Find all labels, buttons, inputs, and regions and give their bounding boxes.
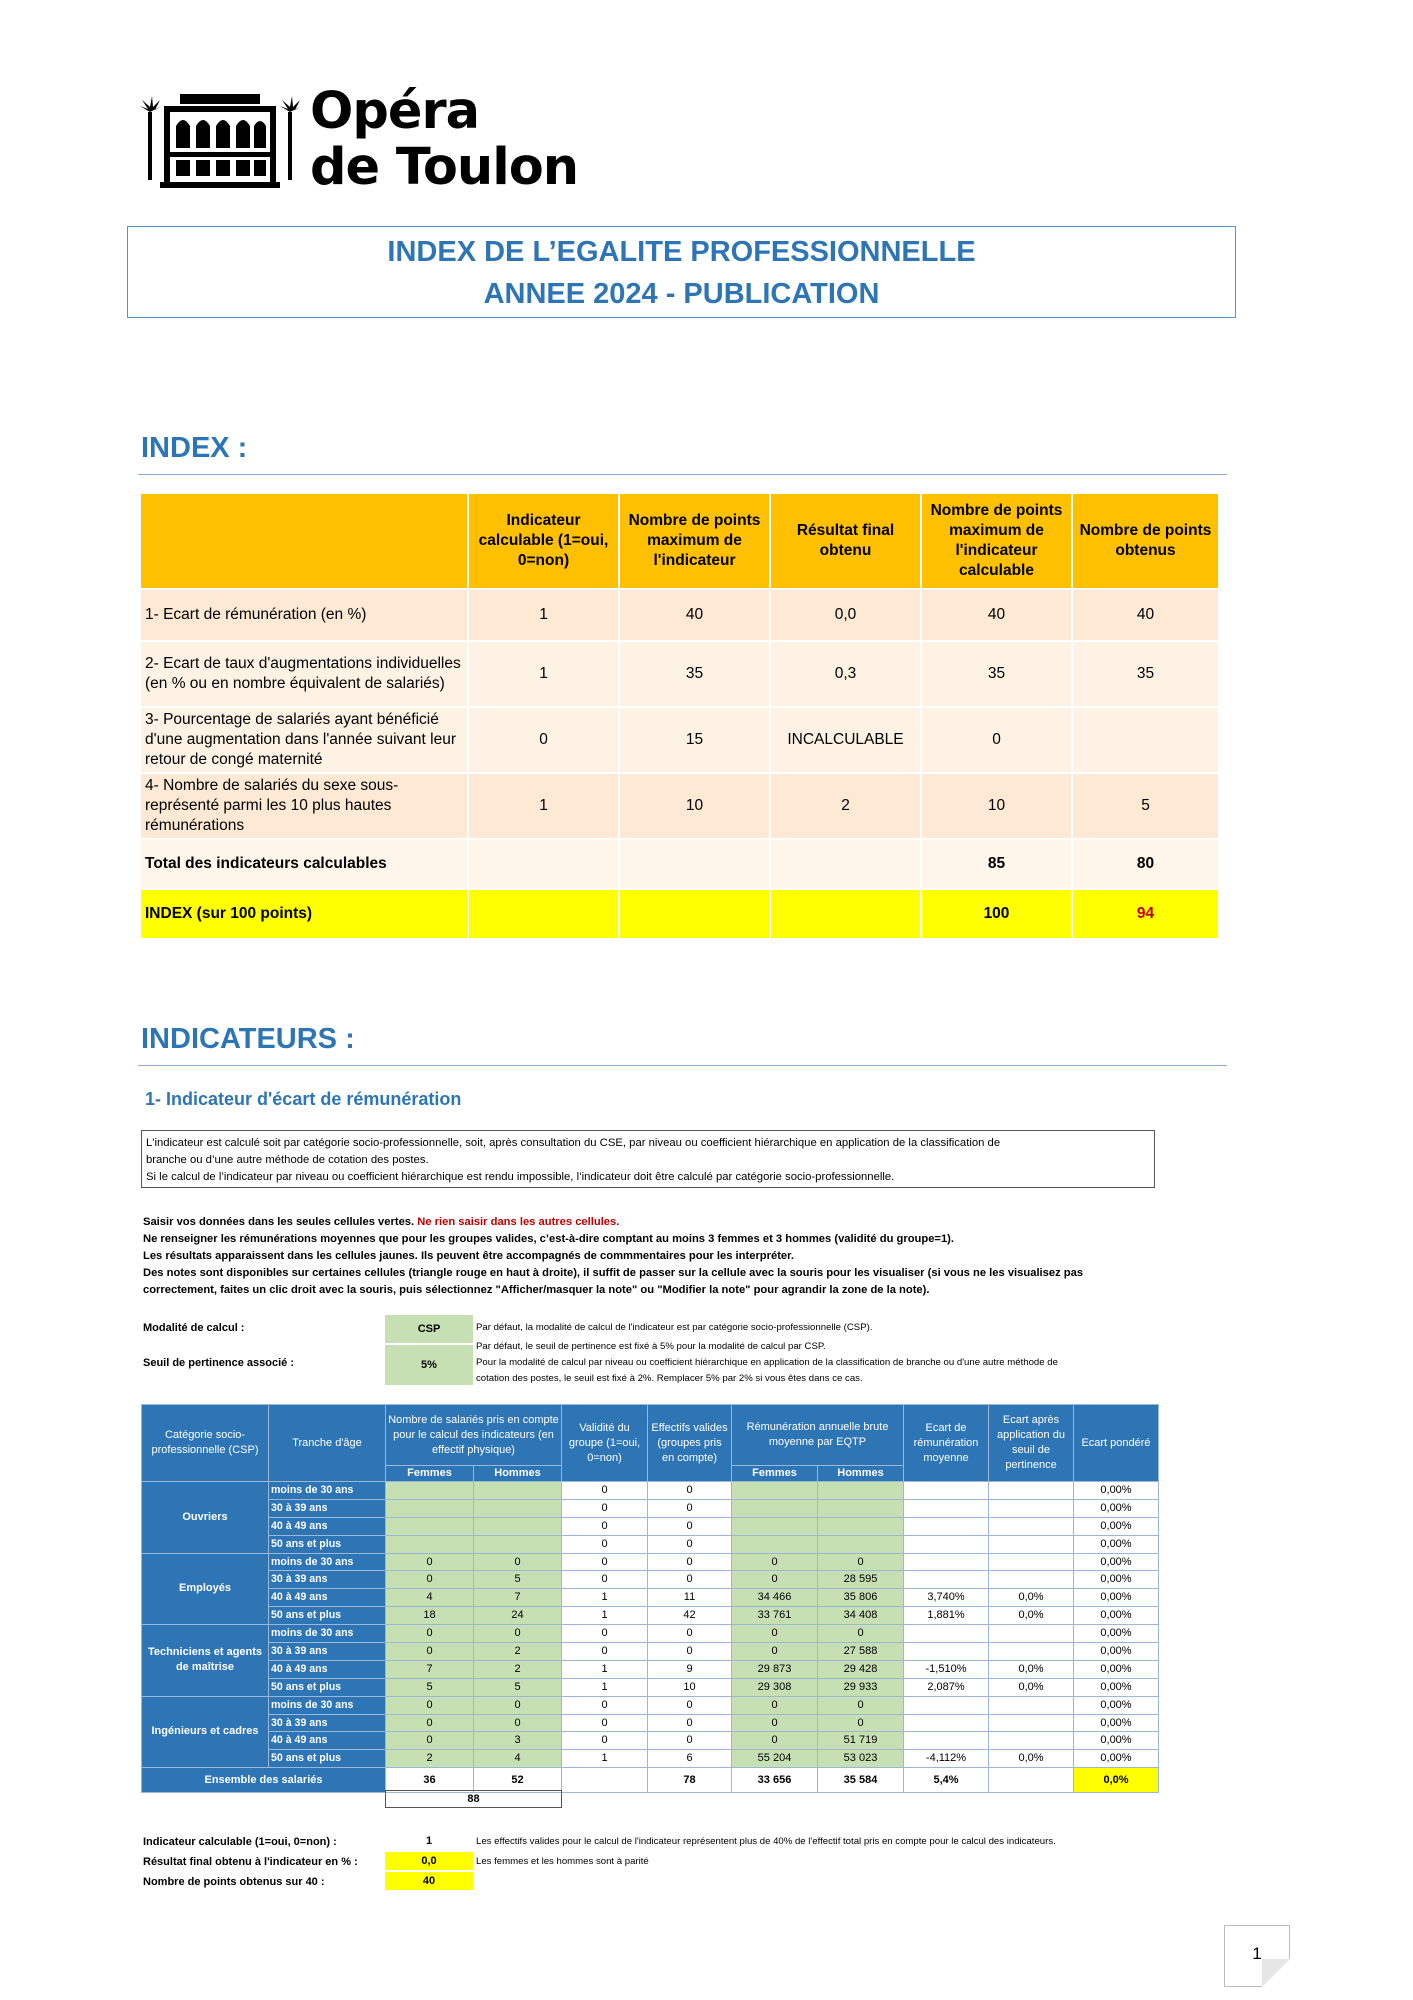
ecart-cell: 3,740%: [904, 1589, 989, 1607]
ecart-seuil-cell: [989, 1571, 1074, 1589]
index-row-points: 35: [1073, 642, 1220, 708]
remu-femmes-input[interactable]: 0: [732, 1732, 818, 1750]
effectifs-cell: 0: [648, 1696, 732, 1714]
remu-femmes-input[interactable]: 0: [732, 1571, 818, 1589]
remu-femmes-input[interactable]: 55 204: [732, 1750, 818, 1768]
nb-hommes-input[interactable]: 0: [474, 1625, 562, 1643]
index-row-calc: 0: [469, 708, 620, 774]
instruction-line: Des notes sont disponibles sur certaines cellules (triangle rouge en haut à droite), il suffit de passer sur la cellule avec la souris pour les visualiser (si vous ne les visualisez pas: [143, 1267, 1084, 1279]
remu-hommes-input[interactable]: [818, 1482, 904, 1500]
ecart-seuil-cell: 0,0%: [989, 1589, 1074, 1607]
validite-cell: 0: [562, 1482, 648, 1500]
remu-hommes-input[interactable]: 0: [818, 1696, 904, 1714]
page-fold-icon: [1262, 1959, 1290, 1987]
index-section-title: INDEX :: [141, 432, 248, 464]
opera-toulon-logo: [140, 82, 580, 197]
remu-hommes-input[interactable]: 0: [818, 1553, 904, 1571]
opera-building-icon: [140, 92, 300, 192]
ecart-seuil-cell: 0,0%: [989, 1660, 1074, 1678]
validite-cell: 1: [562, 1589, 648, 1607]
nb-hommes-input[interactable]: 5: [474, 1571, 562, 1589]
seuil-label: Seuil de pertinence associé :: [143, 1357, 295, 1369]
page-number: 1: [1252, 1944, 1262, 1963]
csp-table-row: [142, 1750, 1159, 1768]
ensemble-row: [142, 1768, 1159, 1793]
csp-age-range: 30 à 39 ans: [269, 1714, 386, 1732]
nb-femmes-input[interactable]: 0: [386, 1625, 474, 1643]
ecart-cell: [904, 1553, 989, 1571]
header-csp: Catégorie socio-professionnelle (CSP): [142, 1405, 269, 1482]
seuil-note: [476, 1339, 1058, 1387]
indicateurs-section-rule: [138, 1065, 1227, 1066]
effectifs-cell: 10: [648, 1678, 732, 1696]
csp-age-range: 30 à 39 ans: [269, 1499, 386, 1517]
index-row-result: 2: [771, 774, 922, 840]
ecart-pondere-cell: 0,00%: [1074, 1660, 1159, 1678]
index-row-calc: 1: [469, 774, 620, 840]
effectifs-cell: 0: [648, 1499, 732, 1517]
ecart-pondere-cell: 0,00%: [1074, 1625, 1159, 1643]
index-table: [141, 494, 1220, 940]
csp-table-row: [142, 1571, 1159, 1589]
nb-hommes-input[interactable]: 5: [474, 1678, 562, 1696]
ensemble-ecart: 5,4%: [904, 1768, 989, 1793]
index-header-row: [141, 494, 1220, 590]
instruction-line: [143, 1214, 1153, 1231]
csp-table-row: [142, 1589, 1159, 1607]
nb-hommes-input[interactable]: 7: [474, 1589, 562, 1607]
nb-femmes-input[interactable]: 0: [386, 1696, 474, 1714]
ecart-seuil-cell: [989, 1535, 1074, 1553]
ecart-pondere-cell: 0,00%: [1074, 1571, 1159, 1589]
ecart-cell: [904, 1571, 989, 1589]
seuil-note-line: Par défaut, le seuil de pertinence est fixé à 5% pour la modalité de calcul par CSP.: [476, 1341, 826, 1352]
ecart-seuil-cell: [989, 1482, 1074, 1500]
csp-table-row: [142, 1678, 1159, 1696]
page-number-box: [1224, 1925, 1290, 1987]
seuil-note-line: Pour la modalité de calcul par niveau ou coefficient hiérarchique en application de la classification de branche ou d'une autre méthode de: [476, 1357, 1058, 1368]
remu-hommes-input[interactable]: 0: [818, 1714, 904, 1732]
instructions: [143, 1214, 1153, 1299]
index-row-points: [1073, 708, 1220, 774]
ensemble-remu-hommes: 35 584: [818, 1768, 904, 1793]
effectifs-cell: 0: [648, 1535, 732, 1553]
ecart-cell: [904, 1535, 989, 1553]
index-row-label: 2- Ecart de taux d'augmentations individuelles (en % ou en nombre équivalent de salariés): [141, 642, 469, 708]
ensemble-remu-femmes: 33 656: [732, 1768, 818, 1793]
info-line: Si le calcul de l’indicateur par niveau ou coefficient hiérarchique est rendu impossible, l’indicateur doit être calculé par catégorie socio-professionnelle.: [146, 1171, 895, 1183]
nb-hommes-input[interactable]: [474, 1482, 562, 1500]
remu-femmes-input[interactable]: [732, 1517, 818, 1535]
index-row-label: 4- Nombre de salariés du sexe sous-représenté parmi les 10 plus hautes rémunérations: [141, 774, 469, 840]
index-row-result: 0,3: [771, 642, 922, 708]
validite-cell: 0: [562, 1517, 648, 1535]
csp-table-row: [142, 1607, 1159, 1625]
nb-femmes-input[interactable]: 0: [386, 1714, 474, 1732]
csp-table-row: [142, 1499, 1159, 1517]
ecart-pondere-cell: 0,00%: [1074, 1643, 1159, 1661]
remu-femmes-input[interactable]: 34 466: [732, 1589, 818, 1607]
ensemble-ecart-seuil: [989, 1768, 1074, 1793]
remu-hommes-input[interactable]: 53 023: [818, 1750, 904, 1768]
ecart-pondere-cell: 0,00%: [1074, 1535, 1159, 1553]
remu-hommes-input[interactable]: 34 408: [818, 1607, 904, 1625]
index-section-rule: [138, 474, 1227, 475]
nb-hommes-input[interactable]: 0: [474, 1714, 562, 1732]
nb-femmes-input[interactable]: 5: [386, 1678, 474, 1696]
header-effectifs: Effectifs valides (groupes pris en compte): [648, 1405, 732, 1482]
nb-hommes-input[interactable]: 2: [474, 1660, 562, 1678]
remu-hommes-input[interactable]: 27 588: [818, 1643, 904, 1661]
csp-age-range: 50 ans et plus: [269, 1607, 386, 1625]
result-final-value: 0,0: [385, 1852, 473, 1870]
index-row-calc: 1: [469, 642, 620, 708]
ecart-pondere-cell: 0,00%: [1074, 1589, 1159, 1607]
nb-femmes-input[interactable]: 0: [386, 1571, 474, 1589]
seuil-note-line: cotation des postes, le seuil est fixé à 2%. Remplacer 5% par 2% si vous êtes dans ce cas.: [476, 1373, 863, 1384]
nb-hommes-input[interactable]: 0: [474, 1553, 562, 1571]
ensemble-ecart-pondere: 0,0%: [1074, 1768, 1159, 1793]
modalite-label: Modalité de calcul :: [143, 1322, 245, 1334]
nb-femmes-input[interactable]: 0: [386, 1643, 474, 1661]
index-row-max-calc: 40: [922, 590, 1073, 642]
indicator-info-box: [141, 1130, 1155, 1188]
csp-table-row: [142, 1714, 1159, 1732]
logo-text: [310, 84, 578, 196]
ecart-seuil-cell: [989, 1696, 1074, 1714]
effectifs-cell: 9: [648, 1660, 732, 1678]
remu-femmes-input[interactable]: 33 761: [732, 1607, 818, 1625]
index-score-row: [141, 890, 1220, 940]
ecart-pondere-cell: 0,00%: [1074, 1750, 1159, 1768]
nb-hommes-input[interactable]: 0: [474, 1696, 562, 1714]
instruction-line: Les résultats apparaissent dans les cellules jaunes. Ils peuvent être accompagnés de commmentaires pour les interpréter.: [143, 1250, 794, 1262]
remu-femmes-input[interactable]: [732, 1482, 818, 1500]
csp-table-body: [142, 1482, 1159, 1768]
info-line: branche ou d’une autre méthode de cotation des postes.: [146, 1154, 429, 1166]
instruction-line: correctement, faites un clic droit avec la souris, puis sélectionnez "Afficher/masquer la note" ou "Modifier la note" pour agrandir la zone de la note).: [143, 1284, 930, 1296]
validite-cell: 0: [562, 1499, 648, 1517]
ecart-seuil-cell: [989, 1625, 1074, 1643]
validite-cell: 1: [562, 1660, 648, 1678]
result-points-label: Nombre de points obtenus sur 40 :: [143, 1876, 325, 1888]
csp-age-range: 30 à 39 ans: [269, 1571, 386, 1589]
header-ecart-pondere: Ecart pondéré: [1074, 1405, 1159, 1482]
ecart-pondere-cell: 0,00%: [1074, 1482, 1159, 1500]
csp-table-header-row: [142, 1405, 1159, 1466]
result-final-note: Les femmes et les hommes sont à parité: [476, 1856, 649, 1867]
index-header-max: Nombre de points maximum de l'indicateur: [620, 494, 771, 590]
validite-cell: 0: [562, 1643, 648, 1661]
nb-femmes-input[interactable]: 2: [386, 1750, 474, 1768]
csp-table-row: [142, 1625, 1159, 1643]
ecart-seuil-cell: [989, 1732, 1074, 1750]
index-header-max-calculable: Nombre de points maximum de l'indicateur calculable: [922, 494, 1073, 590]
index-row-result: 0,0: [771, 590, 922, 642]
index-row-max-calc: 10: [922, 774, 1073, 840]
index-row-2: [141, 642, 1220, 708]
csp-age-range: moins de 30 ans: [269, 1696, 386, 1714]
validite-cell: 1: [562, 1678, 648, 1696]
header-remuneration: Rémunération annuelle brute moyenne par EQTP: [732, 1405, 904, 1466]
nb-femmes-input[interactable]: 18: [386, 1607, 474, 1625]
index-total-label: Total des indicateurs calculables: [141, 840, 469, 890]
index-row-label: 1- Ecart de rémunération (en %): [141, 590, 469, 642]
ecart-cell: [904, 1517, 989, 1535]
index-row-3: [141, 708, 1220, 774]
indicator-1-subtitle: 1- Indicateur d'écart de rémunération: [145, 1089, 462, 1109]
csp-table-row: [142, 1535, 1159, 1553]
nb-hommes-input[interactable]: 3: [474, 1732, 562, 1750]
csp-age-range: 40 à 49 ans: [269, 1589, 386, 1607]
effectifs-cell: 6: [648, 1750, 732, 1768]
csp-age-range: 50 ans et plus: [269, 1535, 386, 1553]
ecart-seuil-cell: 0,0%: [989, 1607, 1074, 1625]
remu-femmes-input[interactable]: 0: [732, 1643, 818, 1661]
total-effectif-physique: 88: [385, 1790, 562, 1808]
document-title-line-1: INDEX DE L’EGALITE PROFESSIONNELLE: [387, 236, 976, 268]
index-score-max: 100: [922, 890, 1073, 940]
index-header-result: Résultat final obtenu: [771, 494, 922, 590]
remu-hommes-input[interactable]: [818, 1499, 904, 1517]
csp-category: Ouvriers: [142, 1482, 269, 1554]
ecart-seuil-cell: [989, 1643, 1074, 1661]
remu-hommes-input[interactable]: 29 428: [818, 1660, 904, 1678]
ecart-cell: 1,881%: [904, 1607, 989, 1625]
remu-femmes-input[interactable]: [732, 1499, 818, 1517]
modalite-value[interactable]: CSP: [385, 1315, 473, 1343]
ensemble-nb-femmes: 36: [386, 1768, 474, 1793]
result-points-value: 40: [385, 1872, 473, 1890]
csp-category: Techniciens et agents de maîtrise: [142, 1625, 269, 1697]
csp-table-row: [142, 1643, 1159, 1661]
csp-age-range: 50 ans et plus: [269, 1678, 386, 1696]
csp-table-row: [142, 1482, 1159, 1500]
remu-hommes-input[interactable]: 51 719: [818, 1732, 904, 1750]
validite-cell: 0: [562, 1553, 648, 1571]
remu-hommes-input[interactable]: [818, 1535, 904, 1553]
ecart-pondere-cell: 0,00%: [1074, 1553, 1159, 1571]
validite-cell: 0: [562, 1535, 648, 1553]
index-row-max: 35: [620, 642, 771, 708]
remu-femmes-input[interactable]: 0: [732, 1553, 818, 1571]
index-row-max: 10: [620, 774, 771, 840]
result-final-label: Résultat final obtenu à l'indicateur en % :: [143, 1856, 358, 1868]
remu-femmes-input[interactable]: 0: [732, 1714, 818, 1732]
nb-femmes-input[interactable]: [386, 1517, 474, 1535]
validite-cell: 1: [562, 1607, 648, 1625]
nb-hommes-input[interactable]: 2: [474, 1643, 562, 1661]
ensemble-validite: [562, 1768, 648, 1793]
remu-hommes-input[interactable]: [818, 1517, 904, 1535]
csp-table-row: [142, 1553, 1159, 1571]
index-header-points: Nombre de points obtenus: [1073, 494, 1220, 590]
remu-hommes-input[interactable]: 35 806: [818, 1589, 904, 1607]
ecart-pondere-cell: 0,00%: [1074, 1714, 1159, 1732]
ecart-seuil-cell: [989, 1553, 1074, 1571]
csp-age-range: moins de 30 ans: [269, 1482, 386, 1500]
index-header-label: [141, 494, 469, 590]
remu-femmes-input[interactable]: 29 873: [732, 1660, 818, 1678]
ecart-pondere-cell: 0,00%: [1074, 1696, 1159, 1714]
remu-femmes-input[interactable]: 0: [732, 1696, 818, 1714]
logo-line-1: Opéra: [310, 82, 480, 141]
remu-femmes-input[interactable]: 0: [732, 1625, 818, 1643]
validite-cell: 1: [562, 1750, 648, 1768]
nb-hommes-input[interactable]: [474, 1517, 562, 1535]
ensemble-nb-hommes: 52: [474, 1768, 562, 1793]
ensemble-label: Ensemble des salariés: [142, 1768, 386, 1793]
ecart-cell: [904, 1714, 989, 1732]
nb-hommes-input[interactable]: [474, 1499, 562, 1517]
ecart-cell: -4,112%: [904, 1750, 989, 1768]
remu-hommes-input[interactable]: 28 595: [818, 1571, 904, 1589]
ecart-seuil-cell: 0,0%: [989, 1678, 1074, 1696]
effectifs-cell: 0: [648, 1643, 732, 1661]
effectifs-cell: 0: [648, 1517, 732, 1535]
ecart-cell: [904, 1732, 989, 1750]
header-ecart: Ecart de rémunération moyenne: [904, 1405, 989, 1482]
index-total-max-calc: 85: [922, 840, 1073, 890]
remu-hommes-input[interactable]: 29 933: [818, 1678, 904, 1696]
ecart-cell: [904, 1482, 989, 1500]
nb-femmes-input[interactable]: [386, 1499, 474, 1517]
nb-hommes-input[interactable]: 24: [474, 1607, 562, 1625]
nb-femmes-input[interactable]: 4: [386, 1589, 474, 1607]
ecart-pondere-cell: 0,00%: [1074, 1499, 1159, 1517]
ecart-cell: 2,087%: [904, 1678, 989, 1696]
remu-femmes-input[interactable]: [732, 1535, 818, 1553]
effectifs-cell: 11: [648, 1589, 732, 1607]
index-row-calc: 1: [469, 590, 620, 642]
csp-age-range: 40 à 49 ans: [269, 1660, 386, 1678]
index-row-result: INCALCULABLE: [771, 708, 922, 774]
ecart-pondere-cell: 0,00%: [1074, 1607, 1159, 1625]
nb-hommes-input[interactable]: [474, 1535, 562, 1553]
ecart-seuil-cell: [989, 1714, 1074, 1732]
remu-hommes-input[interactable]: 0: [818, 1625, 904, 1643]
index-row-points: 40: [1073, 590, 1220, 642]
csp-table-row: [142, 1660, 1159, 1678]
ecart-cell: [904, 1696, 989, 1714]
index-row-4: [141, 774, 1220, 840]
index-total-row: [141, 840, 1220, 890]
effectifs-cell: 0: [648, 1553, 732, 1571]
ecart-cell: [904, 1625, 989, 1643]
csp-table-row: [142, 1517, 1159, 1535]
ecart-cell: [904, 1499, 989, 1517]
csp-table-row: [142, 1732, 1159, 1750]
effectifs-cell: 0: [648, 1571, 732, 1589]
validite-cell: 0: [562, 1696, 648, 1714]
index-row-points: 5: [1073, 774, 1220, 840]
index-score-label: INDEX (sur 100 points): [141, 890, 469, 940]
index-score-points: 94: [1073, 890, 1220, 940]
header-hommes: Hommes: [474, 1466, 562, 1482]
ecart-pondere-cell: 0,00%: [1074, 1732, 1159, 1750]
csp-age-range: 30 à 39 ans: [269, 1643, 386, 1661]
instruction-text: Saisir vos données dans les seules cellules vertes.: [143, 1216, 418, 1228]
nb-hommes-input[interactable]: 4: [474, 1750, 562, 1768]
ecart-seuil-cell: [989, 1517, 1074, 1535]
nb-femmes-input[interactable]: 7: [386, 1660, 474, 1678]
effectifs-cell: 42: [648, 1607, 732, 1625]
effectifs-cell: 0: [648, 1482, 732, 1500]
header-femmes: Femmes: [386, 1466, 474, 1482]
csp-age-range: moins de 30 ans: [269, 1625, 386, 1643]
index-total-points: 80: [1073, 840, 1220, 890]
index-row-max: 40: [620, 590, 771, 642]
csp-table-row: [142, 1696, 1159, 1714]
ecart-seuil-cell: 0,0%: [989, 1750, 1074, 1768]
header-ecart-seuil: Ecart après application du seuil de pertinence: [989, 1405, 1074, 1482]
document-title-line-2: ANNEE 2024 - PUBLICATION: [483, 278, 880, 310]
info-line: L'indicateur est calculé soit par catégorie socio-professionnelle, soit, après consultation du CSE, par niveau ou coefficient hiérarchique en application de la classification de: [146, 1137, 1001, 1149]
index-row-1: [141, 590, 1220, 642]
seuil-value[interactable]: 5%: [385, 1345, 473, 1385]
nb-femmes-input[interactable]: [386, 1482, 474, 1500]
instruction-warning: Ne rien saisir dans les autres cellules.: [417, 1216, 620, 1228]
header-age: Tranche d'âge: [269, 1405, 386, 1482]
validite-cell: 0: [562, 1714, 648, 1732]
index-row-max-calc: 35: [922, 642, 1073, 708]
nb-femmes-input[interactable]: 0: [386, 1553, 474, 1571]
validite-cell: 0: [562, 1571, 648, 1589]
result-calculable-note: Les effectifs valides pour le calcul de l'indicateur représentent plus de 40% de l'effectif total pris en compte pour le calcul des indicateurs.: [476, 1836, 1056, 1847]
remu-femmes-input[interactable]: 29 308: [732, 1678, 818, 1696]
csp-category: Ingénieurs et cadres: [142, 1696, 269, 1768]
validite-cell: 0: [562, 1625, 648, 1643]
effectifs-cell: 0: [648, 1714, 732, 1732]
indicateurs-section-title: INDICATEURS :: [141, 1023, 355, 1055]
ecart-pondere-cell: 0,00%: [1074, 1678, 1159, 1696]
result-calculable-value: 1: [425, 1835, 433, 1847]
header-femmes: Femmes: [732, 1466, 818, 1482]
modalite-note: Par défaut, la modalité de calcul de l'indicateur est par catégorie socio-professionnelle (CSP).: [476, 1322, 873, 1333]
csp-category: Employés: [142, 1553, 269, 1625]
csp-age-range: 40 à 49 ans: [269, 1517, 386, 1535]
header-nb-salaries: Nombre de salariés pris en compte pour le calcul des indicateurs (en effectif physique): [386, 1405, 562, 1466]
index-row-max: 15: [620, 708, 771, 774]
ecart-cell: -1,510%: [904, 1660, 989, 1678]
logo-line-2: de Toulon: [310, 138, 579, 197]
index-row-max-calc: 0: [922, 708, 1073, 774]
effectifs-cell: 0: [648, 1732, 732, 1750]
nb-femmes-input[interactable]: [386, 1535, 474, 1553]
header-validite: Validité du groupe (1=oui, 0=non): [562, 1405, 648, 1482]
result-calculable-label: Indicateur calculable (1=oui, 0=non) :: [143, 1836, 337, 1848]
index-row-label: 3- Pourcentage de salariés ayant bénéficié d'une augmentation dans l'année suivant leur retour de congé maternité: [141, 708, 469, 774]
ecart-seuil-cell: [989, 1499, 1074, 1517]
csp-age-range: moins de 30 ans: [269, 1553, 386, 1571]
header-hommes: Hommes: [818, 1466, 904, 1482]
instruction-line: Ne renseigner les rémunérations moyennes que pour les groupes valides, c’est-à-dire comptant au moins 3 femmes et 3 hommes (validité du groupe=1).: [143, 1233, 955, 1245]
csp-age-range: 40 à 49 ans: [269, 1732, 386, 1750]
index-header-calculable: Indicateur calculable (1=oui, 0=non): [469, 494, 620, 590]
document-title-box: [127, 226, 1236, 318]
csp-age-range: 50 ans et plus: [269, 1750, 386, 1768]
ecart-pondere-cell: 0,00%: [1074, 1517, 1159, 1535]
ecart-cell: [904, 1643, 989, 1661]
effectifs-cell: 0: [648, 1625, 732, 1643]
nb-femmes-input[interactable]: 0: [386, 1732, 474, 1750]
validite-cell: 0: [562, 1732, 648, 1750]
csp-remuneration-table: [141, 1404, 1159, 1793]
ensemble-effectifs: 78: [648, 1768, 732, 1793]
